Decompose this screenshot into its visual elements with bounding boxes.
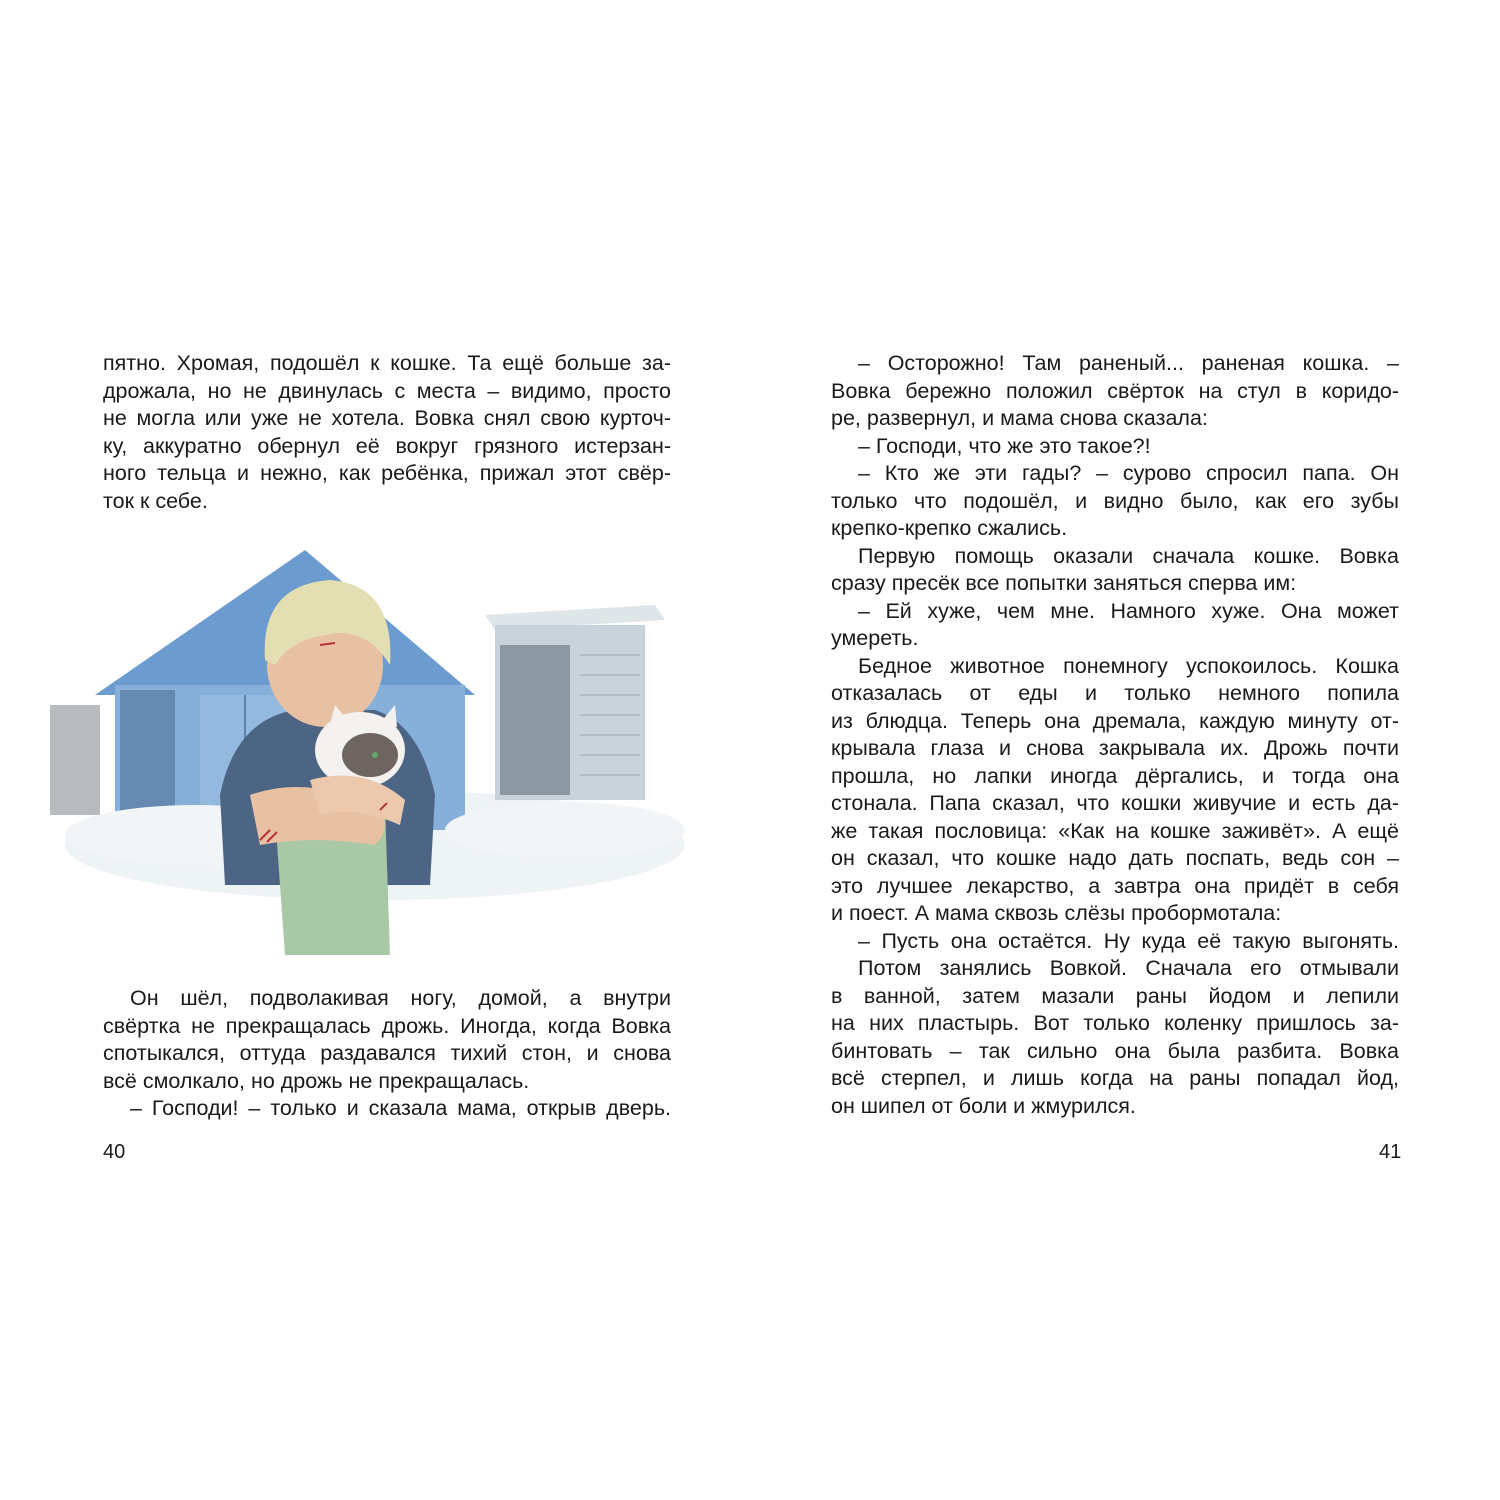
- text-line: только что подошёл, и видно было, как его зубы: [831, 488, 1399, 513]
- right-text: [831, 350, 1399, 1120]
- text-line: – Пусть она остаётся. Ну куда её такую выгонять.: [858, 928, 1399, 953]
- right-page: [750, 0, 1500, 1500]
- page-number: 40: [103, 1141, 126, 1163]
- left-paragraph-top: [103, 350, 671, 515]
- text-line: крывала глаза и снова закрывала их. Дрожь почти: [831, 736, 1399, 760]
- text-line: в ванной, затем мазали раны йодом и лепили: [831, 983, 1399, 1008]
- text-line: спотыкался, оттуда раздавался тихий стон, и снова: [103, 1041, 671, 1065]
- text-line: он шипел от боли и жмурился.: [831, 1093, 1136, 1118]
- text-line: и поест. А мама сквозь слёзы пробормотала:: [831, 901, 1282, 925]
- text-line: отказалась от еды и только немного попила: [831, 681, 1399, 705]
- text-line: прошла, но лапки иногда дёргались, и тогда она: [831, 763, 1399, 788]
- text-line: всё стерпел, и лишь когда на раны попадал йод,: [831, 1066, 1399, 1090]
- text-line: Он шёл, подволакивая ногу, домой, а внутри: [130, 986, 671, 1010]
- text-line: – Господи! – только и сказала мама, открыв дверь.: [130, 1096, 671, 1120]
- left-paragraph-bottom: [103, 985, 671, 1123]
- text-line: – Осторожно! Там раненый... раненая кошка. –: [858, 351, 1399, 375]
- text-line: Потом занялись Вовкой. Сначала его отмывали: [858, 956, 1399, 980]
- text-line: ре, развернул, и мама снова сказала:: [831, 406, 1208, 430]
- text-line: сразу пресёк все попытки заняться сперва им:: [831, 571, 1297, 595]
- text-line: – Господи, что же это такое?!: [858, 433, 1151, 458]
- text-line: всё смолкало, но дрожь не прекращалась.: [103, 1068, 530, 1093]
- text-line: он сказал, что кошке надо дать поспать, ведь сон –: [831, 846, 1399, 870]
- text-line: Вовка бережно положил свёрток на стул в коридо-: [831, 378, 1399, 403]
- text-line: крепко-крепко сжались.: [831, 516, 1068, 540]
- text-line: – Кто же эти гады? – сурово спросил папа. Он: [858, 461, 1399, 485]
- illustration-boy-with-kitten: [45, 545, 695, 955]
- text-line: из блюдца. Теперь она дремала, каждую минуту от-: [831, 708, 1399, 733]
- text-line: это лучшее лекарство, а завтра она придёт в себя: [831, 873, 1399, 898]
- text-line: на них пластырь. Вот только коленку пришлось за-: [831, 1011, 1399, 1035]
- page-number: 41: [1379, 1141, 1402, 1163]
- text-line: – Ей хуже, чем мне. Намного хуже. Она может: [858, 598, 1399, 623]
- text-line: стонала. Папа сказал, что кошки живучие и есть да-: [831, 791, 1399, 815]
- text-line: ток к себе.: [103, 488, 208, 513]
- text-line: Бедное животное понемногу успокоилось. Кошка: [858, 653, 1399, 678]
- text-line: ного тельца и нежно, как ребёнка, прижал этот свёр-: [103, 461, 671, 485]
- text-line: дрожала, но не двинулась с места – видимо, просто: [103, 378, 671, 403]
- text-line: бинтовать – так сильно она была разбита. Вовка: [831, 1038, 1399, 1063]
- text-line: пятно. Хромая, подошёл к кошке. Та ещё больше за-: [103, 351, 671, 375]
- text-line: ку, аккуратно обернул её вокруг грязного истерзан-: [103, 433, 671, 458]
- text-line: Первую помощь оказали сначала кошке. Вовка: [858, 543, 1399, 568]
- text-line: не могла или уже не хотела. Вовка снял свою курточ-: [103, 406, 671, 430]
- text-line: же такая пословица: «Как на кошке заживёт». А ещё: [831, 818, 1399, 843]
- text-line: свёртка не прекращалась дрожь. Иногда, когда Вовка: [103, 1013, 671, 1038]
- text-line: умереть.: [831, 626, 919, 650]
